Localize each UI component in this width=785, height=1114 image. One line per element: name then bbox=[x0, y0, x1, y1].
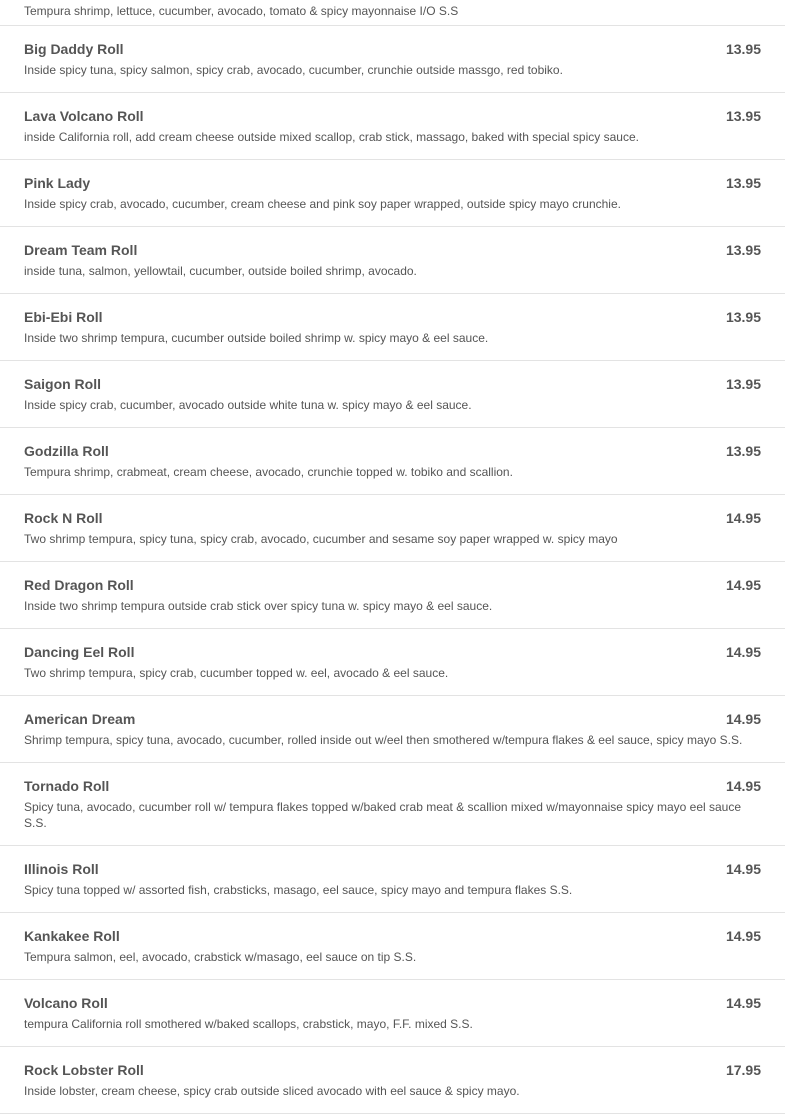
menu-item[interactable] bbox=[0, 294, 785, 361]
menu-item-name: Rock N Roll bbox=[24, 510, 103, 526]
menu-item-name: Dream Team Roll bbox=[24, 242, 138, 258]
menu-item-name: Red Dragon Roll bbox=[24, 577, 134, 593]
menu-item-price: 14.95 bbox=[725, 861, 761, 877]
menu-item-price: 14.95 bbox=[725, 928, 761, 944]
menu-item[interactable] bbox=[0, 846, 785, 913]
menu-item-name: American Dream bbox=[24, 711, 136, 727]
menu-item[interactable] bbox=[0, 696, 785, 763]
menu-item-name: Pink Lady bbox=[24, 175, 91, 191]
menu-item-description: Inside spicy crab, cucumber, avocado outside white tuna w. spicy mayo & eel sauce. bbox=[24, 398, 472, 412]
menu-item-name: Tornado Roll bbox=[24, 778, 110, 794]
menu-item-name: Rock Lobster Roll bbox=[24, 1062, 144, 1078]
menu-item[interactable] bbox=[0, 26, 785, 93]
menu-item-price: 14.95 bbox=[725, 510, 761, 526]
menu-item-price: 13.95 bbox=[725, 175, 761, 191]
menu-item-price: 13.95 bbox=[725, 41, 761, 57]
menu-item-description: Spicy tuna topped w/ assorted fish, crabsticks, masago, eel sauce, spicy mayo and tempura flakes S.S. bbox=[24, 883, 573, 897]
menu-item-name: Ebi-Ebi Roll bbox=[24, 309, 103, 325]
menu-item-description: Inside spicy crab, avocado, cucumber, cream cheese and pink soy paper wrapped, outside spicy mayo crunchie. bbox=[24, 197, 621, 211]
menu-item-price: 13.95 bbox=[725, 443, 761, 459]
menu-item[interactable] bbox=[0, 763, 785, 846]
menu-item-price: 14.95 bbox=[725, 644, 761, 660]
menu-item[interactable] bbox=[0, 160, 785, 227]
menu-item[interactable] bbox=[0, 913, 785, 980]
menu-item-price: 14.95 bbox=[725, 577, 761, 593]
menu-item[interactable] bbox=[0, 93, 785, 160]
menu-item-price: 13.95 bbox=[725, 108, 761, 124]
menu-item-name: Godzilla Roll bbox=[24, 443, 109, 459]
menu-item[interactable] bbox=[0, 428, 785, 495]
menu-item-name: Illinois Roll bbox=[24, 861, 99, 877]
menu-item[interactable] bbox=[0, 1047, 785, 1114]
menu-item-price: 14.95 bbox=[725, 995, 761, 1011]
menu-item[interactable] bbox=[0, 980, 785, 1047]
menu-item-description: Tempura salmon, eel, avocado, crabstick w/masago, eel sauce on tip S.S. bbox=[24, 950, 417, 964]
menu-item-description: Inside lobster, cream cheese, spicy crab outside sliced avocado with eel sauce & spicy mayo. bbox=[24, 1084, 520, 1098]
menu-item-name: Lava Volcano Roll bbox=[24, 108, 144, 124]
menu-item[interactable] bbox=[0, 562, 785, 629]
menu-item-price: 13.95 bbox=[725, 376, 761, 392]
menu-item-description: inside California roll, add cream cheese outside mixed scallop, crab stick, massago, baked with special spicy sauce. bbox=[24, 130, 639, 144]
menu-item-price: 13.95 bbox=[725, 242, 761, 258]
menu-item-description: Two shrimp tempura, spicy crab, cucumber topped w. eel, avocado & eel sauce. bbox=[24, 666, 449, 680]
menu-item[interactable] bbox=[0, 495, 785, 562]
menu-item[interactable] bbox=[0, 629, 785, 696]
menu-item-description: Tempura shrimp, lettuce, cucumber, avocado, tomato & spicy mayonnaise I/O S.S bbox=[24, 4, 459, 18]
menu-item-description: tempura California roll smothered w/baked scallops, crabstick, mayo, F.F. mixed S.S. bbox=[24, 1017, 473, 1031]
menu-item-name: Saigon Roll bbox=[24, 376, 101, 392]
menu-item-description: Tempura shrimp, crabmeat, cream cheese, avocado, crunchie topped w. tobiko and scallion. bbox=[24, 465, 513, 479]
menu-item-description: Spicy tuna, avocado, cucumber roll w/ tempura flakes topped w/baked crab meat & scallion mixed w/mayonnaise spicy mayo eel sauce S.S. bbox=[24, 800, 742, 830]
menu-item-description: Inside two shrimp tempura outside crab stick over spicy tuna w. spicy mayo & eel sauce. bbox=[24, 599, 493, 613]
menu-item-description: inside tuna, salmon, yellowtail, cucumber, outside boiled shrimp, avocado. bbox=[24, 264, 417, 278]
menu-item-name: Dancing Eel Roll bbox=[24, 644, 135, 660]
menu-item-description: Shrimp tempura, spicy tuna, avocado, cucumber, rolled inside out w/eel then smothered w/tempura flakes & eel sauce, spicy mayo S.S. bbox=[24, 733, 743, 747]
menu-item-name: Kankakee Roll bbox=[24, 928, 120, 944]
menu-item-name: Big Daddy Roll bbox=[24, 41, 124, 57]
menu-item[interactable] bbox=[0, 227, 785, 294]
menu-item-partial[interactable] bbox=[0, 0, 785, 26]
menu-item-price: 14.95 bbox=[725, 711, 761, 727]
menu-item-price: 17.95 bbox=[725, 1062, 761, 1078]
menu-item-description: Inside two shrimp tempura, cucumber outside boiled shrimp w. spicy mayo & eel sauce. bbox=[24, 331, 489, 345]
menu-item-name: Volcano Roll bbox=[24, 995, 108, 1011]
menu-item-description: Inside spicy tuna, spicy salmon, spicy crab, avocado, cucumber, crunchie outside massgo, red tobiko. bbox=[24, 63, 563, 77]
menu-item[interactable] bbox=[0, 361, 785, 428]
menu-item-price: 13.95 bbox=[725, 309, 761, 325]
menu-item-description: Two shrimp tempura, spicy tuna, spicy crab, avocado, cucumber and sesame soy paper wrapped w. spicy mayo bbox=[24, 532, 618, 546]
menu-item-price: 14.95 bbox=[725, 778, 761, 794]
